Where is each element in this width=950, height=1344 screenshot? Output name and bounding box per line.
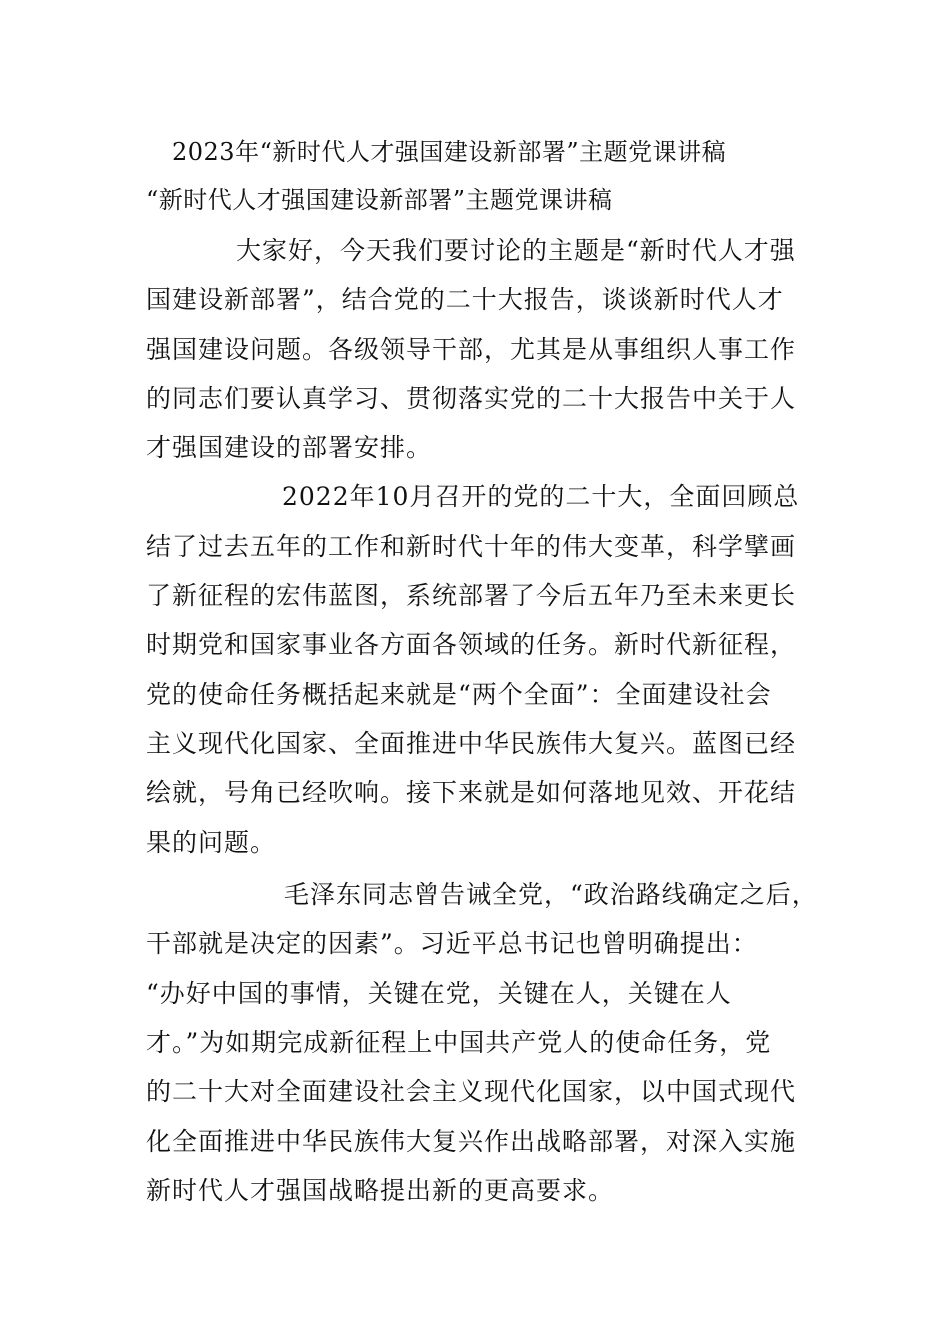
paragraph-line: 化全面推进中华民族伟大复兴作出战略部署，对深入实施 <box>146 1127 797 1156</box>
paragraph-line: 党的使命任务概括起来就是“两个全面”：全面建设社会 <box>146 680 772 709</box>
paragraph-line: “办好中国的事情，关键在党，关键在人，关键在人 <box>146 979 732 1008</box>
paragraph-line: 主义现代化国家、全面推进中华民族伟大复兴。蓝图已经 <box>146 729 797 758</box>
paragraph-line: 国建设新部署”，结合党的二十大报告，谈谈新时代人才 <box>146 285 784 314</box>
paragraph-line: 绘就，号角已经吹响。接下来就是如何落地见效、开花结 <box>146 778 797 807</box>
document-title: 2023年“新时代人才强国建设新部署”主题党课讲稿 <box>172 138 727 166</box>
paragraph-line: 干部就是决定的因素”。习近平总书记也曾明确提出： <box>146 929 758 958</box>
paragraph-line: 时期党和国家事业各方面各领域的任务。新时代新征程， <box>146 630 797 659</box>
paragraph-line: 大家好，今天我们要讨论的主题是“新时代人才强 <box>236 236 796 265</box>
paragraph-line: 果的问题。 <box>146 828 277 857</box>
paragraph-line: 毛泽东同志曾告诫全党，“政治路线确定之后， <box>284 880 818 909</box>
paragraph-line: 2022年10月召开的党的二十大，全面回顾总 <box>282 482 800 511</box>
paragraph-line: 才强国建设的部署安排。 <box>146 433 433 462</box>
paragraph-line: 才。”为如期完成新征程上中国共产党人的使命任务，党 <box>146 1028 772 1057</box>
paragraph-line: 新时代人才强国战略提出新的更高要求。 <box>146 1176 615 1205</box>
paragraph-line: 的二十大对全面建设社会主义现代化国家，以中国式现代 <box>146 1077 797 1106</box>
paragraph-line: 的同志们要认真学习、贯彻落实党的二十大报告中关于人 <box>146 384 797 413</box>
document-subtitle: “新时代人才强国建设新部署”主题党课讲稿 <box>146 186 613 214</box>
paragraph-line: 结了过去五年的工作和新时代十年的伟大变革，科学擘画 <box>146 532 797 561</box>
paragraph-line: 了新征程的宏伟蓝图，系统部署了今后五年乃至未来更长 <box>146 581 797 610</box>
paragraph-line: 强国建设问题。各级领导干部，尤其是从事组织人事工作 <box>146 335 797 364</box>
